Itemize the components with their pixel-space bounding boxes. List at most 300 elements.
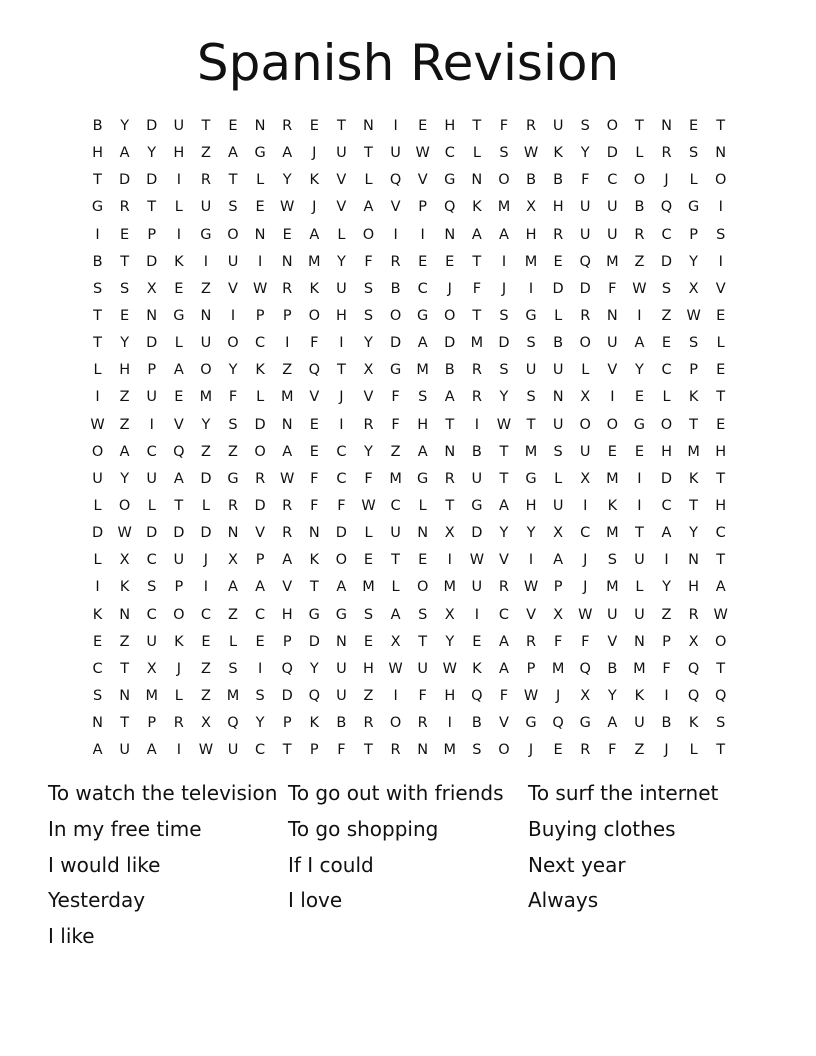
grid-letter: V — [173, 416, 184, 433]
grid-letter: S — [228, 660, 238, 677]
grid-letter: F — [391, 389, 400, 406]
grid-letter: E — [363, 552, 374, 569]
grid-letter: Z — [661, 606, 672, 623]
grid-letter: X — [119, 552, 130, 569]
grid-letter: S — [120, 280, 130, 297]
grid-letter: H — [715, 497, 727, 514]
grid-letter: F — [472, 280, 482, 297]
grid-letter: E — [309, 118, 319, 134]
word-list-item: To go out with friends — [288, 781, 504, 805]
grid-letter: O — [444, 307, 456, 324]
grid-letter: D — [146, 172, 158, 189]
grid-letter: F — [364, 470, 373, 487]
grid-letter: G — [335, 606, 348, 623]
grid-letter: H — [444, 118, 456, 134]
grid-letter: U — [200, 199, 212, 216]
grid-letter: N — [471, 172, 483, 189]
grid-letter: A — [498, 633, 509, 650]
grid-letter: N — [606, 307, 618, 324]
grid-letter: I — [528, 552, 534, 569]
grid-letter: J — [583, 552, 588, 569]
grid-letter: S — [553, 443, 563, 460]
grid-letter: U — [607, 335, 618, 352]
grid-letter: U — [92, 470, 103, 487]
grid-letter: K — [309, 280, 320, 297]
grid-letter: J — [664, 742, 669, 759]
grid-letter: O — [308, 307, 320, 324]
grid-letter: R — [282, 280, 293, 297]
grid-letter: S — [228, 416, 238, 433]
grid-letter: L — [228, 633, 238, 650]
grid-letter: I — [257, 253, 263, 270]
grid-letter: U — [336, 280, 347, 297]
grid-letter: O — [227, 226, 239, 243]
grid-letter: D — [606, 145, 618, 162]
grid-letter: B — [553, 172, 564, 189]
grid-letter: R — [390, 742, 401, 759]
grid-letter: E — [309, 443, 319, 460]
grid-letter: R — [553, 226, 564, 243]
grid-letter: N — [308, 525, 320, 542]
grid-letter: L — [689, 172, 698, 189]
grid-letter: D — [200, 470, 212, 487]
grid-letter: U — [390, 525, 401, 542]
grid-letter: P — [282, 715, 292, 732]
grid-letter: F — [310, 470, 319, 487]
grid-letter: P — [282, 307, 292, 324]
grid-letter: Z — [282, 362, 293, 379]
grid-letter: M — [389, 470, 402, 487]
grid-letter: R — [580, 307, 591, 324]
grid-letter: X — [580, 687, 591, 704]
grid-letter: N — [417, 742, 429, 759]
grid-letter: A — [498, 660, 509, 677]
grid-letter: D — [146, 253, 158, 270]
grid-letter: P — [526, 660, 536, 677]
grid-letter: J — [203, 552, 209, 569]
grid-letter: Y — [662, 579, 671, 596]
grid-letter: Y — [120, 470, 130, 487]
grid-letter: L — [418, 497, 427, 514]
grid-letter: S — [526, 389, 536, 406]
grid-letter: D — [146, 525, 158, 542]
grid-letter: Z — [363, 687, 374, 704]
word-list-item: To watch the television — [48, 781, 278, 805]
grid-letter: U — [173, 552, 185, 569]
grid-letter: A — [498, 497, 509, 514]
grid-letter: U — [227, 742, 239, 759]
grid-letter: F — [662, 660, 671, 677]
grid-letter: F — [553, 633, 563, 650]
grid-letter: M — [416, 362, 429, 379]
grid-letter: O — [579, 416, 591, 433]
grid-letter: Y — [445, 633, 455, 650]
grid-letter: F — [608, 742, 617, 759]
grid-letter: M — [362, 579, 375, 596]
grid-letter: V — [607, 633, 618, 650]
grid-letter: M — [199, 389, 213, 406]
grid-letter: T — [634, 525, 644, 542]
grid-letter: N — [92, 715, 103, 732]
grid-letter: R — [634, 226, 645, 243]
grid-letter: Z — [634, 742, 645, 759]
grid-letter: P — [255, 307, 265, 324]
grid-letter: Y — [364, 443, 373, 460]
grid-letter: U — [552, 497, 564, 514]
grid-letter: U — [634, 606, 645, 623]
grid-letter: Q — [308, 362, 320, 379]
grid-letter: N — [200, 307, 212, 324]
grid-letter: D — [254, 416, 266, 433]
grid-letter: E — [174, 280, 184, 297]
grid-letter: L — [662, 389, 671, 406]
grid-letter: C — [336, 470, 347, 487]
grid-letter: F — [337, 497, 346, 514]
grid-letter: O — [633, 172, 646, 189]
grid-letter: A — [309, 226, 320, 243]
grid-letter: R — [417, 715, 428, 732]
grid-letter: T — [716, 742, 726, 759]
grid-letter: H — [92, 145, 103, 162]
grid-letter: L — [201, 497, 210, 514]
grid-letter: K — [607, 497, 618, 514]
grid-letter: V — [390, 199, 401, 216]
grid-letter: S — [92, 280, 103, 297]
grid-letter: T — [472, 253, 482, 270]
word-list-item: To go shopping — [288, 816, 439, 841]
grid-letter: U — [336, 660, 347, 677]
grid-letter: A — [553, 552, 564, 569]
grid-letter: J — [447, 280, 452, 297]
grid-letter: M — [606, 579, 619, 596]
grid-letter: X — [553, 606, 564, 623]
grid-letter: B — [553, 335, 564, 352]
grid-letter: C — [92, 660, 103, 677]
grid-letter: E — [201, 633, 211, 650]
grid-letter: T — [716, 389, 726, 406]
grid-letter: V — [715, 280, 726, 297]
grid-letter: W — [280, 470, 295, 487]
word-list-item: I would like — [48, 852, 161, 877]
grid-letter: T — [120, 660, 130, 677]
grid-letter: K — [688, 389, 699, 406]
grid-letter: Z — [119, 416, 130, 433]
word-list-item: Buying clothes — [528, 816, 676, 841]
grid-letter: M — [606, 525, 619, 542]
grid-letter: B — [92, 118, 103, 134]
grid-letter: R — [227, 497, 239, 514]
grid-letter: E — [716, 307, 726, 324]
grid-letter: A — [119, 145, 130, 162]
grid-letter: T — [689, 497, 699, 514]
grid-letter: M — [524, 443, 538, 460]
word-list-item: I like — [48, 924, 95, 949]
grid-letter: T — [499, 443, 509, 460]
grid-letter: Q — [579, 253, 591, 270]
grid-letter: A — [390, 606, 401, 623]
grid-letter: V — [498, 552, 509, 569]
grid-letter: A — [417, 443, 428, 460]
grid-letter: U — [417, 660, 428, 677]
grid-letter: A — [634, 335, 645, 352]
word-list-item: To surf the internet — [528, 781, 719, 805]
grid-letter: Y — [499, 389, 509, 406]
grid-letter: I — [95, 389, 100, 406]
grid-letter: I — [447, 552, 452, 569]
grid-letter: G — [633, 416, 646, 433]
grid-letter: G — [525, 470, 537, 487]
word-list-item: I love — [288, 888, 343, 913]
grid-letter: C — [580, 525, 591, 542]
grid-letter: T — [364, 145, 373, 162]
grid-letter: G — [308, 606, 320, 623]
grid-letter: U — [552, 118, 564, 134]
grid-letter: R — [471, 389, 482, 406]
grid-letter: I — [664, 687, 669, 704]
page-title: Spanish Revision — [196, 34, 620, 92]
grid-letter: C — [417, 280, 428, 297]
grid-letter: I — [203, 253, 209, 270]
grid-letter: Y — [309, 660, 319, 677]
grid-letter: E — [255, 199, 265, 216]
grid-letter: R — [526, 118, 537, 134]
grid-letter: E — [716, 416, 726, 433]
grid-letter: L — [93, 362, 102, 379]
grid-letter: P — [418, 199, 428, 216]
grid-letter: P — [147, 715, 157, 732]
grid-letter: C — [255, 335, 266, 352]
grid-letter: L — [256, 172, 265, 189]
grid-letter: Z — [200, 145, 211, 162]
grid-letter: O — [579, 335, 591, 352]
grid-letter: E — [634, 389, 644, 406]
grid-letter: K — [688, 470, 699, 487]
grid-letter: L — [635, 145, 644, 162]
grid-letter: G — [525, 715, 537, 732]
grid-letter: T — [228, 172, 238, 189]
grid-letter: N — [335, 633, 347, 650]
grid-letter: W — [117, 525, 132, 542]
grid-letter: X — [553, 525, 564, 542]
grid-letter: L — [364, 525, 373, 542]
grid-letter: M — [606, 253, 619, 270]
grid-letter: E — [689, 118, 699, 134]
grid-letter: O — [714, 172, 727, 189]
grid-letter: I — [474, 606, 479, 623]
grid-letter: O — [91, 443, 104, 460]
grid-letter: Y — [147, 145, 157, 162]
grid-letter: A — [173, 362, 184, 379]
grid-letter: N — [227, 525, 239, 542]
grid-letter: K — [309, 715, 320, 732]
grid-letter: H — [661, 443, 672, 460]
grid-letter: U — [525, 362, 537, 379]
grid-letter: X — [390, 633, 401, 650]
grid-letter: D — [173, 525, 185, 542]
grid-letter: I — [420, 226, 425, 243]
grid-letter: M — [497, 199, 511, 216]
grid-letter: T — [147, 199, 157, 216]
grid-letter: V — [309, 389, 320, 406]
grid-letter: L — [93, 552, 102, 569]
grid-letter: S — [363, 280, 374, 297]
grid-letter: A — [661, 525, 672, 542]
grid-letter: I — [393, 687, 398, 704]
grid-letter: R — [363, 715, 374, 732]
grid-letter: J — [583, 579, 588, 596]
grid-letter: Q — [471, 687, 483, 704]
grid-letter: R — [390, 253, 401, 270]
grid-letter: V — [282, 579, 293, 596]
grid-letter: C — [146, 552, 157, 569]
grid-letter: E — [472, 633, 482, 650]
grid-letter: O — [254, 443, 266, 460]
grid-letter: M — [551, 660, 565, 677]
grid-letter: A — [146, 742, 157, 759]
grid-letter: R — [661, 145, 672, 162]
grid-letter: E — [445, 253, 455, 270]
grid-letter: T — [120, 253, 130, 270]
grid-letter: C — [146, 443, 157, 460]
grid-letter: A — [228, 579, 238, 596]
grid-letter: D — [200, 525, 212, 542]
grid-letter: I — [176, 742, 181, 759]
word-list-item: In my free time — [48, 816, 202, 841]
grid-letter: O — [362, 226, 375, 243]
grid-letter: Z — [228, 443, 238, 460]
grid-letter: U — [607, 199, 618, 216]
grid-letter: G — [227, 470, 239, 487]
grid-letter: L — [554, 307, 563, 324]
grid-letter: W — [90, 416, 105, 433]
grid-letter: O — [335, 552, 348, 569]
grid-letter: I — [583, 497, 588, 514]
grid-letter: I — [501, 253, 507, 270]
grid-letter: O — [498, 172, 510, 189]
grid-letter: T — [174, 497, 184, 514]
grid-letter: A — [282, 552, 293, 569]
grid-letter: Q — [444, 199, 456, 216]
grid-letter: T — [716, 470, 726, 487]
grid-letter: Q — [687, 687, 700, 704]
grid-letter: C — [661, 226, 672, 243]
grid-letter: K — [472, 199, 482, 216]
grid-letter: I — [393, 118, 398, 134]
grid-letter: Q — [660, 199, 673, 216]
grid-letter: D — [498, 335, 510, 352]
grid-letter: O — [416, 579, 429, 596]
grid-letter: F — [581, 172, 590, 189]
grid-letter: X — [444, 525, 455, 542]
grid-letter: R — [119, 199, 130, 216]
grid-letter: D — [660, 470, 673, 487]
grid-letter: H — [173, 145, 185, 162]
grid-letter: Y — [255, 715, 265, 732]
grid-letter: Y — [634, 362, 644, 379]
grid-letter: F — [337, 742, 346, 759]
grid-letter: J — [176, 660, 181, 677]
grid-letter: Q — [308, 687, 320, 704]
grid-letter: M — [280, 389, 294, 406]
grid-letter: S — [418, 389, 428, 406]
grid-letter: V — [336, 199, 347, 216]
grid-letter: Y — [120, 335, 130, 352]
grid-letter: K — [634, 687, 645, 704]
grid-letter: G — [525, 307, 537, 324]
grid-letter: N — [417, 525, 429, 542]
grid-letter: B — [471, 715, 482, 732]
grid-letter: M — [443, 742, 457, 759]
grid-letter: B — [92, 253, 103, 270]
grid-letter: T — [418, 633, 428, 650]
grid-letter: F — [581, 633, 590, 650]
grid-letter: C — [715, 525, 726, 542]
grid-letter: O — [200, 362, 212, 379]
grid-letter: P — [147, 226, 157, 243]
grid-letter: T — [634, 118, 644, 134]
grid-letter: V — [336, 172, 347, 189]
grid-letter: P — [309, 742, 319, 759]
grid-letter: I — [339, 416, 344, 433]
grid-letter: L — [391, 579, 400, 596]
grid-letter: Q — [552, 715, 564, 732]
grid-letter: W — [415, 145, 430, 162]
grid-letter: S — [147, 579, 157, 596]
grid-letter: K — [92, 606, 103, 623]
grid-letter: V — [526, 606, 536, 623]
grid-letter: I — [285, 335, 290, 352]
grid-letter: O — [227, 335, 239, 352]
grid-letter: P — [689, 226, 698, 243]
grid-letter: N — [552, 389, 564, 406]
grid-letter: N — [281, 253, 293, 270]
grid-letter: L — [716, 335, 725, 352]
grid-letter: F — [310, 335, 319, 352]
grid-letter: A — [444, 389, 455, 406]
grid-letter: G — [687, 199, 700, 216]
grid-letter: W — [361, 497, 376, 514]
grid-letter: C — [255, 606, 266, 623]
grid-letter: U — [634, 715, 645, 732]
grid-letter: U — [552, 362, 564, 379]
grid-letter: U — [634, 552, 645, 569]
grid-letter: T — [526, 416, 536, 433]
grid-letter: K — [553, 145, 563, 162]
grid-letter: A — [282, 145, 293, 162]
grid-letter: R — [173, 715, 184, 732]
grid-letter: C — [255, 742, 266, 759]
grid-letter: Z — [228, 606, 238, 623]
grid-letter: T — [201, 118, 211, 134]
grid-letter: S — [499, 145, 509, 162]
grid-letter: I — [176, 172, 181, 189]
grid-letter: S — [499, 307, 509, 324]
grid-letter: T — [445, 497, 455, 514]
grid-letter: H — [688, 579, 700, 596]
grid-letter: I — [95, 226, 100, 243]
grid-letter: X — [146, 280, 157, 297]
grid-letter: S — [689, 145, 699, 162]
grid-letter: A — [282, 443, 293, 460]
grid-letter: I — [474, 416, 479, 433]
grid-letter: I — [637, 307, 642, 324]
grid-letter: N — [444, 443, 456, 460]
grid-letter: O — [498, 742, 510, 759]
grid-letter: Z — [119, 633, 130, 650]
grid-letter: U — [146, 470, 158, 487]
grid-letter: U — [146, 389, 158, 406]
grid-letter: J — [501, 280, 507, 297]
